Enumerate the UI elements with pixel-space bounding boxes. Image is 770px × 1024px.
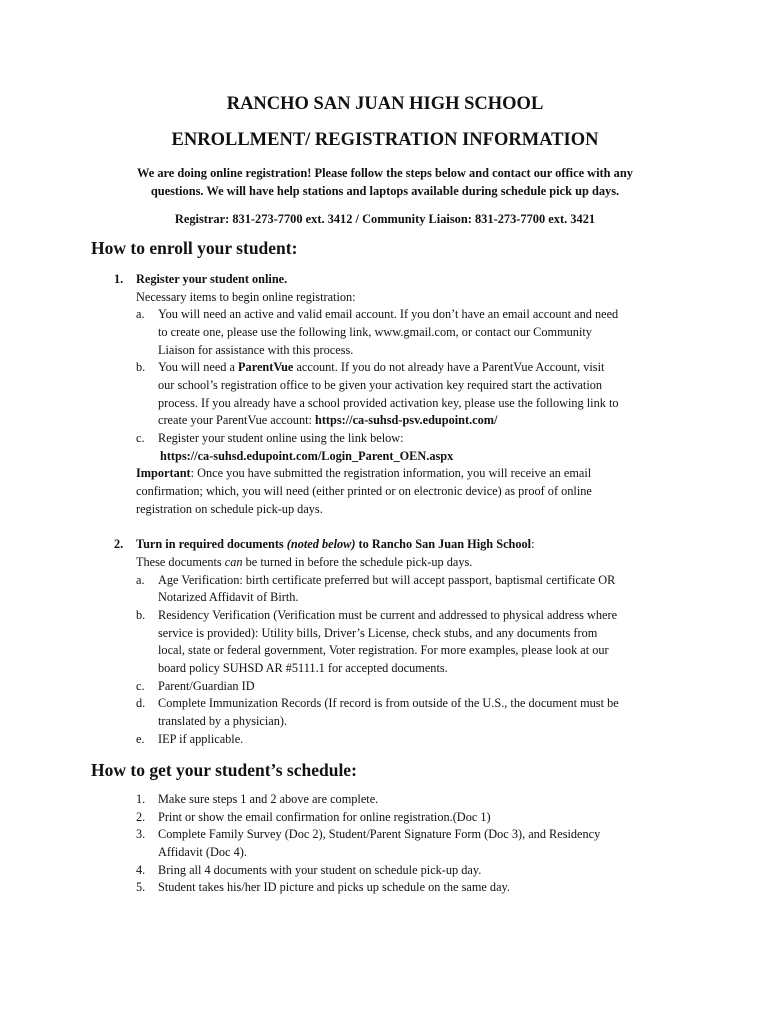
list-item-text: our school’s registration office to be given your activation key required start the activation <box>158 378 603 392</box>
list-marker: 3. <box>136 827 146 841</box>
important-note-line: registration on schedule pick-up days. <box>136 502 323 516</box>
list-marker: b. <box>136 360 146 374</box>
parentvue-label: ParentVue <box>238 360 294 374</box>
intro-line-2: questions. We will have help stations and laptops available during schedule pick up days. <box>150 184 620 198</box>
list-item-text: Liaison for assistance with this process. <box>158 343 354 357</box>
step-title: Register your student online. <box>136 272 288 286</box>
list-item-text: Bring all 4 documents with your student on schedule pick-up day. <box>158 863 482 877</box>
registration-link[interactable]: https://ca-suhsd.edupoint.com/Login_Parent_OEN.aspx <box>160 449 454 463</box>
important-note: Important: Once you have submitted the registration information, you will receive an email <box>136 466 592 480</box>
section-heading-enroll: How to enroll your student: <box>91 238 298 258</box>
list-item-text: Student takes his/her ID picture and picks up schedule on the same day. <box>158 880 510 894</box>
step-title: Turn in required documents (noted below) to Rancho San Juan High School: <box>136 537 535 551</box>
list-item-text: You will need an active and valid email account. If you don’t have an email account and need <box>158 307 619 321</box>
list-marker: 5. <box>136 880 146 894</box>
contact-info: Registrar: 831-273-7700 ext. 3412 / Community Liaison: 831-273-7700 ext. 3421 <box>174 212 596 226</box>
step-number: 2. <box>114 537 124 551</box>
parentvue-link[interactable]: https://ca-suhsd-psv.edupoint.com/ <box>315 413 498 427</box>
list-item-text: board policy SUHSD AR #5111.1 for accepted documents. <box>158 661 448 675</box>
list-marker: c. <box>136 431 145 445</box>
list-item-text: translated by a physician). <box>158 714 288 728</box>
list-item-text: Make sure steps 1 and 2 above are complete. <box>158 792 379 806</box>
important-note-line: confirmation; which, you will need (either printed or on electronic device) as proof of online <box>136 484 592 498</box>
list-marker: 4. <box>136 863 146 877</box>
step-number: 1. <box>114 272 124 286</box>
list-marker: c. <box>136 679 145 693</box>
page-title: RANCHO SAN JUAN HIGH SCHOOL <box>226 94 544 114</box>
section-heading-schedule: How to get your student’s schedule: <box>91 760 357 780</box>
step-lead: These documents can be turned in before the schedule pick-up days. <box>136 555 473 569</box>
list-marker: a. <box>136 573 145 587</box>
list-item-text: create your ParentVue account: https://ca-suhsd-psv.edupoint.com/ <box>158 413 498 427</box>
step-lead: Necessary items to begin online registration: <box>136 290 356 304</box>
list-marker: a. <box>136 307 145 321</box>
list-item-text: process. If you already have a school provided activation key, please use the following link to <box>158 396 619 410</box>
list-item-text: Complete Family Survey (Doc 2), Student/Parent Signature Form (Doc 3), and Residency <box>158 827 601 841</box>
list-item-text: You will need a ParentVue account. If you do not already have a ParentVue Account, visit <box>158 360 605 374</box>
list-marker: 2. <box>136 810 146 824</box>
list-item-text: Affidavit (Doc 4). <box>158 845 247 859</box>
list-marker: 1. <box>136 792 146 806</box>
list-item-text: Parent/Guardian ID <box>158 679 255 693</box>
list-item-text: Complete Immunization Records (If record is from outside of the U.S., the document must be <box>158 696 619 710</box>
list-item-text: Notarized Affidavit of Birth. <box>158 590 299 604</box>
intro-line-1: We are doing online registration! Please follow the steps below and contact our office with any <box>137 166 633 180</box>
page-subtitle: ENROLLMENT/ REGISTRATION INFORMATION <box>171 130 599 150</box>
list-item-text: to create one, please use the following link, www.gmail.com, or contact our Community <box>158 325 592 339</box>
list-marker: d. <box>136 696 146 710</box>
list-item-text: Register your student online using the link below: <box>158 431 404 445</box>
list-marker: e. <box>136 732 145 746</box>
list-item-text: local, state or federal government, Voter registration. For more examples, please look at our <box>158 643 609 657</box>
list-marker: b. <box>136 608 146 622</box>
list-item-text: Age Verification: birth certificate preferred but will accept passport, baptismal certificate OR <box>158 573 616 587</box>
list-item-text: Print or show the email confirmation for online registration.(Doc 1) <box>158 810 491 824</box>
list-item-text: service is provided): Utility bills, Driver’s License, check stubs, and any documents from <box>158 626 598 640</box>
list-item-text: Residency Verification (Verification must be current and addressed to physical address where <box>158 608 618 622</box>
list-item-text: IEP if applicable. <box>158 732 244 746</box>
